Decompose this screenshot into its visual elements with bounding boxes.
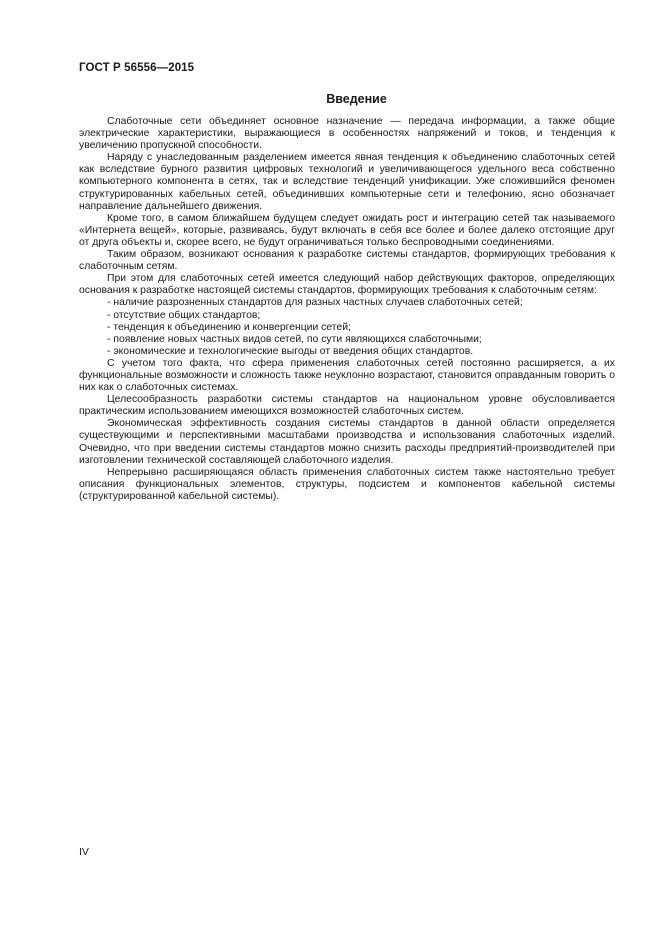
document-code-header: ГОСТ Р 56556—2015 [79, 62, 195, 74]
paragraph: При этом для слаботочных сетей имеется следующий набор действующих факторов, определяющих основания к разработке настоящей системы стандартов, формирующих требования к слаботочным сетям: [79, 273, 615, 297]
list-item: - появление новых частных видов сетей, по сути являющихся слаботочными; [107, 333, 482, 345]
list-item: - экономические и технологические выгоды от введения общих стандартов. [107, 345, 474, 357]
paragraph: Таким образом, возникают основания к разработке системы стандартов, формирующих требования к слаботочным сетям. [79, 249, 615, 273]
paragraph: Слаботочные сети объединяет основное назначение — передача информации, а также общие электрические характеристики, выражающиеся в особенностях напряжений и токов, и тенденция к увеличению пропускной способности. [79, 116, 615, 152]
page-number: IV [79, 846, 89, 858]
paragraph: Целесообразность разработки системы стандартов на национальном уровне обусловливается практическим использованием имеющихся возможностей слаботочных систем. [79, 394, 615, 418]
section-title: Введение [326, 92, 387, 106]
paragraph: С учетом того факта, что сфера применения слаботочных сетей постоянно расширяется, а их функциональные возможности и сложность также неуклонно возрастают, становится оправданным говорить о них как о слаботочных системах. [79, 357, 615, 394]
list-item: - наличие разрозненных стандартов для разных частных случаев слаботочных сетей; [107, 297, 523, 309]
paragraph: Непрерывно расширяющаяся область применения слаботочных систем также настоятельно требует описания функциональных элементов, структуры, подсистем и компонентов кабельной системы (структурированной кабельной системы). [79, 466, 615, 502]
list-item: - отсутствие общих стандартов; [107, 309, 261, 321]
list-item: - тенденция к объединению и конвергенции сетей; [107, 321, 351, 333]
factors-list [79, 297, 615, 357]
paragraph: Экономическая эффективность создания системы стандартов в данной области определяется существующими и перспективными масштабами производства и использования слаботочных изделий. Очевидно, что при введении системы стандартов можно снизить расходы предприятий-производителей при изготовлении технической составляющей слаботочного изделия. [79, 418, 615, 466]
body-text [79, 116, 615, 503]
paragraph: Кроме того, в самом ближайшем будущем следует ожидать рост и интеграцию сетей так называемого «Интернета вещей», которые, развиваясь, будут включать в себя все более и более далеко отстоящие друг от друга объекты и, скорее всего, не будут ограничиваться только беспроводными соединениями. [79, 212, 615, 248]
paragraph: Наряду с унаследованным разделением имеется явная тенденция к объединению слаботочных сетей как вследствие бурного развития цифровых технологий и увеличивающегося удельного веса собственно компьютерного компонента в сетях, так и вследствие тенденций унификации. Уже сложившийся феномен структурированных кабельных сетей, объединивших компьютерные сети и телефонию, ясно обозначает направление дальнейшего движения. [79, 152, 615, 212]
